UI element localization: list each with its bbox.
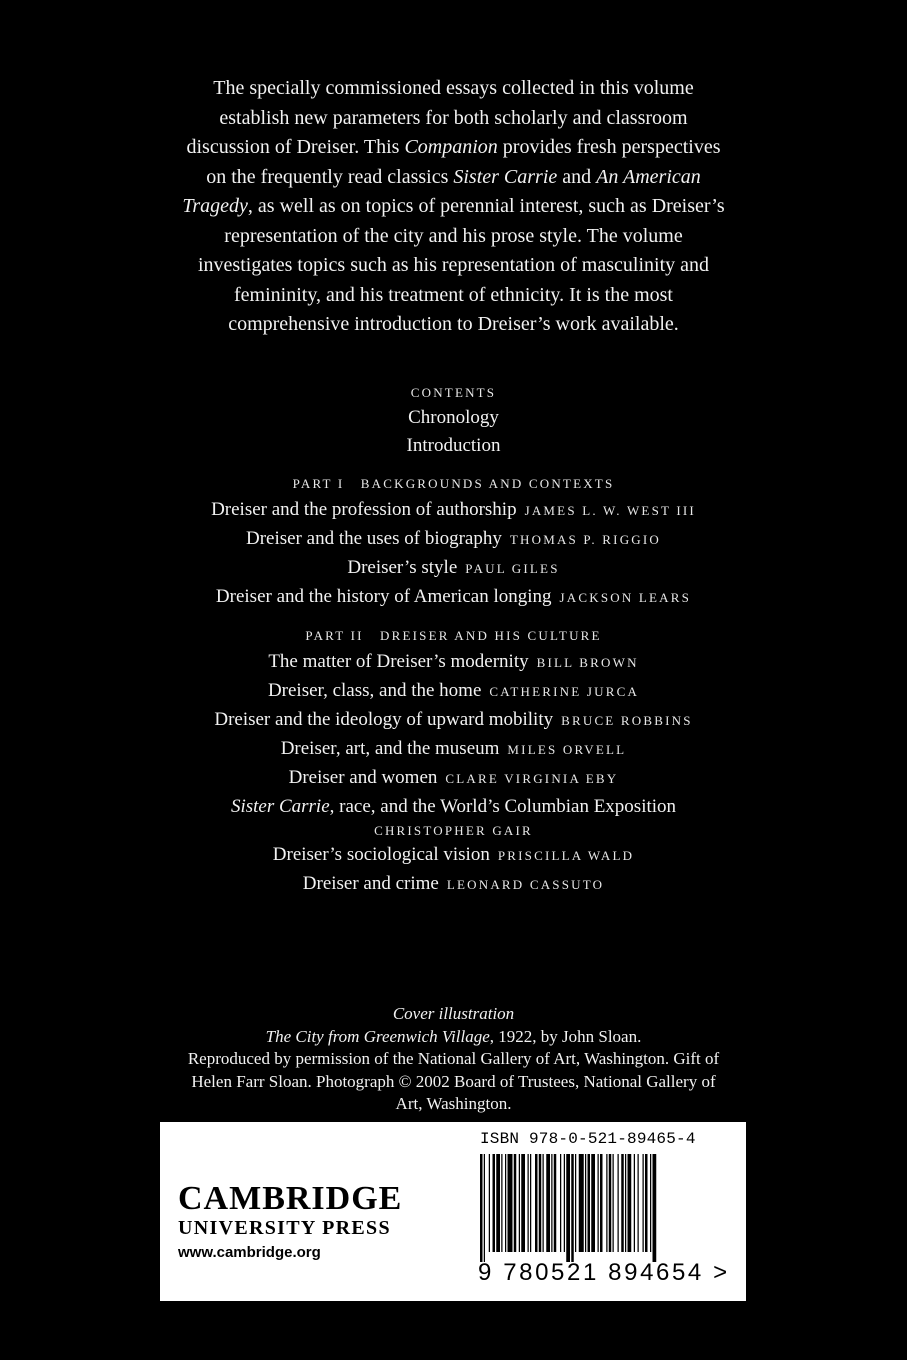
barcode-bar	[493, 1154, 496, 1252]
author-name: MILES ORVELL	[507, 742, 627, 757]
contents-entry: Dreiser and the ideology of upward mobility BRUCE ROBBINS	[214, 709, 693, 730]
author-name: CHRISTOPHER GAIR	[374, 823, 533, 838]
isbn-label: ISBN 978-0-521-89465-4	[480, 1130, 696, 1148]
barcode-bar	[543, 1154, 544, 1252]
barcode-bar	[489, 1154, 490, 1252]
blurb-line: establish new parameters for both scholarly and classroom	[219, 106, 688, 129]
barcode-bar	[645, 1154, 648, 1252]
barcode-bar	[643, 1154, 644, 1252]
contents-entry: Dreiser’s style PAUL GILES	[347, 557, 560, 578]
table-of-contents	[100, 378, 807, 899]
author-name: BRUCE ROBBINS	[561, 713, 693, 728]
barcode-bar	[613, 1154, 614, 1252]
author-name: CATHERINE JURCA	[489, 684, 640, 699]
barcode-bar	[588, 1154, 591, 1252]
barcode-bar	[591, 1154, 595, 1252]
blurb-paragraph	[150, 74, 757, 340]
author-name: JAMES L. W. WEST III	[524, 503, 696, 518]
barcode-bar	[505, 1154, 506, 1252]
barcode-bar	[628, 1154, 632, 1252]
barcode-bar	[554, 1154, 557, 1252]
credit-line: Art, Washington.	[395, 1094, 512, 1113]
author-name: CLARE VIRGINIA EBY	[445, 771, 619, 786]
cover-credit	[150, 1003, 757, 1116]
barcode-digits: 9 780521 894654 >	[478, 1259, 730, 1286]
blurb-line: discussion of Dreiser. This Companion provides fresh perspectives	[186, 136, 721, 158]
publisher-press: UNIVERSITY PRESS	[178, 1217, 391, 1239]
publisher-barcode-panel	[160, 1122, 746, 1301]
barcode-bar	[560, 1154, 561, 1252]
author-name: PAUL GILES	[465, 561, 560, 576]
barcode-bar	[519, 1154, 520, 1252]
barcode-bar	[546, 1154, 550, 1252]
credit-line: Reproduced by permission of the National Gallery of Art, Washington. Gift of	[187, 1049, 720, 1068]
barcode-bar	[539, 1154, 542, 1252]
blurb-line: investigates topics such as his representation of masculinity and	[198, 254, 709, 276]
barcode-bar	[564, 1154, 565, 1252]
contents-entry: Dreiser and the uses of biography THOMAS P. RIGGIO	[245, 528, 662, 549]
barcode-bar	[514, 1154, 517, 1252]
credit-line: Helen Farr Sloan. Photograph © 2002 Board of Trustees, National Gallery of	[191, 1071, 716, 1091]
barcode-bar	[535, 1154, 538, 1252]
author-name: LEONARD CASSUTO	[446, 877, 605, 892]
barcode-bar	[634, 1154, 635, 1252]
barcode-icon	[476, 1154, 731, 1262]
barcode-bar	[571, 1154, 574, 1262]
barcode-bar	[618, 1154, 619, 1252]
barcode-bar	[484, 1154, 485, 1262]
publisher-name: CAMBRIDGE	[178, 1180, 403, 1217]
barcode-bar	[501, 1154, 502, 1252]
barcode-bar	[598, 1154, 599, 1252]
contents-item: Chronology	[408, 407, 499, 428]
barcode-bar	[528, 1154, 529, 1252]
barcode-bar	[609, 1154, 612, 1252]
barcode-bar	[480, 1154, 483, 1262]
author-name: BILL BROWN	[536, 655, 639, 670]
barcode-bar	[508, 1154, 513, 1252]
barcode-bar	[650, 1154, 651, 1252]
barcode-bar	[530, 1154, 531, 1252]
contents-entry: Dreiser and the profession of authorship JAMES L. W. WEST III	[211, 499, 696, 520]
contents-entry: Sister Carrie, race, and the World’s Columbian Exposition	[230, 796, 677, 817]
blurb-line: Tragedy, as well as on topics of perennial interest, such as Dreiser’s	[182, 195, 725, 217]
part-heading: PART I BACKGROUNDS AND CONTEXTS	[292, 476, 615, 491]
contents-entry: Dreiser and women CLARE VIRGINIA EBY	[288, 767, 619, 788]
contents-heading: CONTENTS	[410, 385, 497, 400]
contents-entry: Dreiser and the history of American longing JACKSON LEARS	[215, 586, 692, 607]
publisher-logo	[178, 1182, 438, 1266]
barcode-bar	[521, 1154, 525, 1252]
barcode-bar	[600, 1154, 603, 1252]
contents-item: Introduction	[406, 435, 501, 456]
barcode-bar	[653, 1154, 657, 1262]
author-name: PRISCILLA WALD	[497, 848, 635, 863]
contents-entry: Dreiser and crime LEONARD CASSUTO	[302, 873, 605, 894]
blurb-line: on the frequently read classics Sister Carrie and An American	[206, 165, 701, 188]
barcode-bar	[638, 1154, 639, 1252]
barcode-bar	[606, 1154, 607, 1252]
author-name: JACKSON LEARS	[559, 590, 692, 605]
barcode-bar	[566, 1154, 570, 1262]
part-heading: PART II DREISER AND HIS CULTURE	[305, 628, 602, 643]
credit-heading: Cover illustration	[392, 1004, 515, 1023]
contents-entry: Dreiser’s sociological vision PRISCILLA WALD	[272, 844, 635, 865]
barcode-bar	[585, 1154, 586, 1252]
blurb-line: The specially commissioned essays collected in this volume	[213, 77, 694, 99]
blurb-line: femininity, and his treatment of ethnicity. It is the most	[234, 283, 673, 306]
publisher-url[interactable]: www.cambridge.org	[178, 1244, 321, 1261]
blurb-line: comprehensive introduction to Dreiser’s work available.	[228, 313, 679, 335]
barcode-bar	[551, 1154, 552, 1252]
barcode-bar	[575, 1154, 576, 1252]
barcode-bar	[621, 1154, 624, 1252]
contents-entry: The matter of Dreiser’s modernity BILL BROWN	[268, 651, 639, 672]
contents-entry: Dreiser, class, and the home CATHERINE JURCA	[267, 680, 640, 701]
author-name: THOMAS P. RIGGIO	[509, 532, 662, 547]
credit-artwork: The City from Greenwich Village, 1922, by John Sloan.	[265, 1026, 642, 1046]
blurb-line: representation of the city and his prose style. The volume	[224, 224, 683, 247]
barcode-bar	[496, 1154, 500, 1252]
barcode-bar	[579, 1154, 584, 1252]
contents-entry: Dreiser, art, and the museum MILES ORVELL	[280, 738, 627, 759]
barcode-bar	[625, 1154, 626, 1252]
